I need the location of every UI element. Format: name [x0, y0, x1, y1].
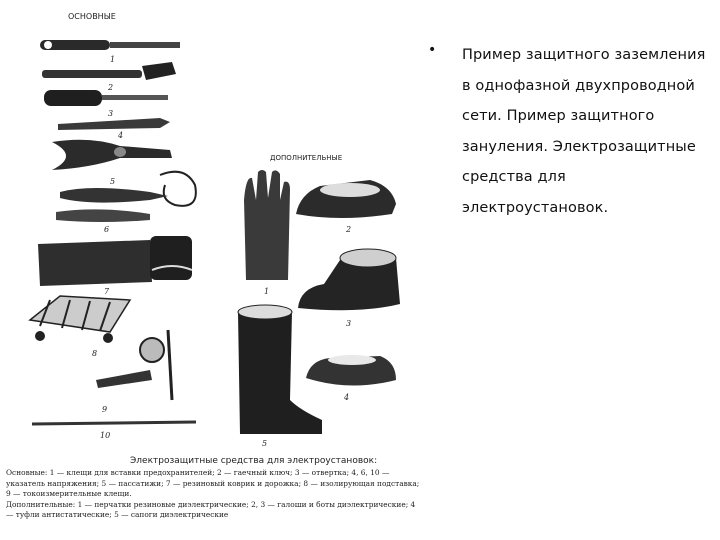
- caption-extra-list: Дополнительные: 1 — перчатки резиновые диэлектрические; 2, 3 — галоши и боты диэлектрические; 4 — туфли антистатические; 5 — сапоги диэлектрические: [6, 499, 416, 520]
- main-number: 4: [118, 131, 124, 140]
- caption-main-list: Основные: 1 — клещи для вставки предохранителей; 2 — гаечный ключ; 3 — отвертка; 4, 6, 10 — указатель напряжения; 5 — пассатижи; 7 — резиновый коврик и дорожка; 8 — изолирующая подставка; 9 — токоизмерительные клещи.: [6, 468, 420, 499]
- bullet-marker: •: [428, 42, 437, 58]
- wrench-drawing: [42, 62, 176, 80]
- group-main-label: ОСНОВНЫЕ: [68, 12, 116, 21]
- extra-number: 2: [346, 225, 352, 234]
- pliers-drawing: [52, 140, 172, 170]
- extra-number: 5: [262, 439, 268, 448]
- long-indicator-drawing: [32, 422, 196, 424]
- indicator-drawing: [56, 188, 168, 222]
- extra-number: 3: [346, 319, 352, 328]
- main-number: 7: [104, 287, 110, 296]
- extra-number: 1: [264, 287, 270, 296]
- main-number: 10: [100, 431, 111, 440]
- insulating-stand-drawing: [30, 296, 130, 343]
- rubber-mat-drawing: [38, 236, 192, 286]
- dielectric-gloves-drawing: [244, 170, 290, 280]
- extra-number: 4: [344, 393, 350, 402]
- screwdriver-drawing: [44, 90, 168, 106]
- main-number: 5: [110, 177, 116, 186]
- main-number: 2: [108, 83, 114, 92]
- main-number: 9: [102, 405, 108, 414]
- main-number: 3: [108, 109, 114, 118]
- tools-drawing: [0, 0, 430, 448]
- main-number: 8: [92, 349, 98, 358]
- dielectric-boot-drawing: [298, 258, 400, 310]
- main-number: 6: [104, 225, 110, 234]
- caption: [6, 468, 424, 521]
- fuse-pliers-drawing: [40, 40, 180, 50]
- main-number: 1: [110, 55, 116, 64]
- group-extra-label: ДОПОЛНИТЕЛЬНЫЕ: [270, 154, 343, 162]
- caption-title: Электрозащитные средства для электроустановок:: [130, 456, 378, 466]
- voltage-indicator-drawing: [58, 118, 170, 130]
- bullet-text: Пример защитного заземления в однофазной двухпроводной сети. Пример защитного зануления. Электрозащитные средства для электроустановок.: [462, 47, 706, 216]
